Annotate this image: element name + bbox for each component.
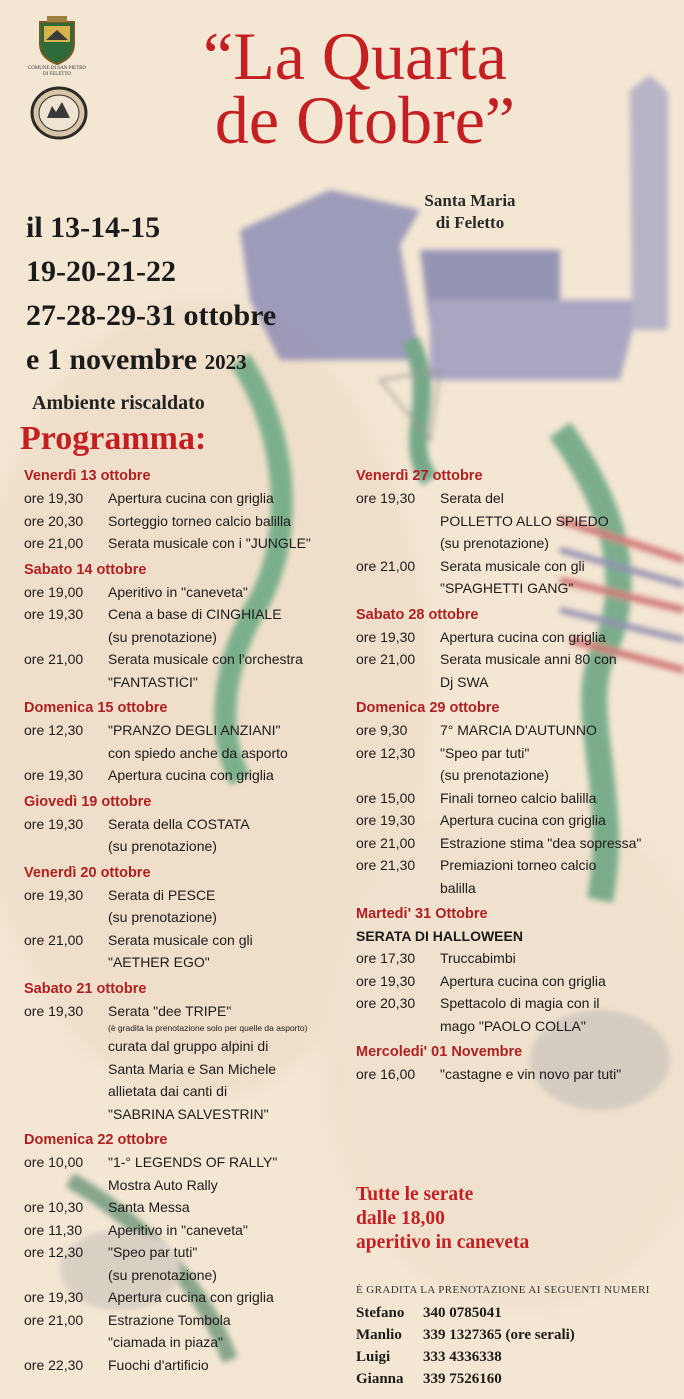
description (440, 487, 676, 555)
schedule-row (356, 854, 676, 899)
description-line: Fuochi d'artificio (108, 1356, 209, 1373)
description (440, 787, 676, 810)
description-line: Mostra Auto Rally (108, 1176, 218, 1193)
description (108, 532, 354, 555)
description-line: Serata musicale con l'orchestra (108, 651, 303, 667)
schedule-row (24, 581, 354, 604)
crest-caption: COMUNE DI SAN PIETRO DI FELETTO (27, 66, 87, 77)
description (440, 742, 676, 787)
schedule-row (24, 1151, 354, 1196)
description-line: curata dal gruppo alpini di (108, 1038, 269, 1054)
time: ore 12,30 (24, 1244, 84, 1260)
description-line: Finali torneo calcio balilla (440, 789, 597, 806)
schedule-row (24, 1000, 354, 1126)
description-line: Premiazioni torneo calcio (440, 857, 597, 873)
time: ore 19,30 (24, 606, 84, 622)
time: ore 19,30 (24, 815, 84, 832)
description (108, 1151, 354, 1196)
description-line: "Speo par tuti" (440, 744, 530, 761)
description-line: Serata musicale con gli (440, 557, 585, 574)
day-heading: Mercoledi' 01 Novembre (356, 1044, 523, 1060)
description (440, 555, 676, 600)
schedule-row (356, 947, 676, 970)
time: ore 17,30 (356, 950, 416, 966)
description (108, 510, 354, 533)
description (108, 764, 354, 787)
time: ore 9,30 (356, 722, 408, 738)
description-line: Spettacolo di magia con il (440, 995, 600, 1011)
time: ore 19,30 (356, 812, 416, 828)
schedule-row (24, 532, 354, 555)
description-line: "ciamada in piaza" (108, 1334, 224, 1350)
time: ore 19,30 (356, 628, 416, 645)
description-line: Serata di PESCE (108, 886, 216, 903)
aperitivo-promo: Tutte le serate dalle 18,00 aperitivo in caneveta (356, 1184, 530, 1253)
description-line: Apertura cucina con griglia (108, 490, 274, 506)
schedule-row (356, 1063, 676, 1086)
description-line: Santa Maria e San Michele (108, 1060, 277, 1077)
time: ore 15,00 (356, 789, 416, 806)
description (108, 1196, 354, 1219)
contacts-title: È GRADITA LA PRENOTAZIONE AI SEGUENTI NUMERI (356, 1284, 650, 1296)
heated-venue-note: Ambiente riscaldato (32, 392, 205, 414)
description (440, 832, 676, 855)
contact-row (356, 1368, 575, 1390)
description-line: Cena a base di CINGHIALE (108, 606, 282, 622)
schedule-row (24, 487, 354, 510)
time: ore 21,00 (24, 651, 84, 667)
description-line: "castagne e vin novo par tuti" (440, 1066, 622, 1082)
description (108, 719, 354, 764)
description-line: (su prenotazione) (108, 909, 217, 925)
description-line: (su prenotazione) (108, 838, 217, 854)
schedule-row (356, 787, 676, 810)
contact-row (356, 1302, 575, 1324)
description-line: Serata del (440, 490, 504, 506)
day-heading: Domenica 29 ottobre (356, 700, 500, 716)
contact-phone: 339 7526160 (423, 1371, 502, 1387)
description-line: Sorteggio torneo calcio balilla (108, 512, 291, 529)
contact-name: Luigi (356, 1349, 391, 1365)
schedule-row (24, 648, 354, 693)
contacts-list (356, 1302, 575, 1390)
schedule-row (24, 603, 354, 648)
description-line: Serata musicale con i "JUNGLE" (108, 535, 311, 551)
description (108, 603, 354, 648)
description-line: POLLETTO ALLO SPIEDO (440, 512, 609, 529)
schedule-row (356, 719, 676, 742)
day-heading: Giovedì 19 ottobre (24, 793, 152, 810)
description-line: "FANTASTICI" (108, 673, 198, 690)
time: ore 21,30 (356, 857, 416, 873)
description-line: Estrazione Tombola (108, 1311, 231, 1328)
time: ore 19,30 (356, 490, 416, 506)
description-line: Apertura cucina con griglia (108, 1289, 274, 1305)
year: 2023 (204, 350, 247, 374)
description-line: Apertura cucina con griglia (440, 972, 606, 989)
time: ore 10,30 (24, 1199, 84, 1215)
time: ore 21,00 (24, 535, 84, 551)
title-line-2: de Otobre” (214, 82, 516, 158)
description (440, 970, 676, 993)
schedule-row (24, 1354, 354, 1377)
time: ore 12,30 (356, 744, 416, 761)
description-line: Apertura cucina con griglia (440, 628, 606, 645)
schedule-row (356, 970, 676, 993)
description-line: Serata musicale con gli (108, 931, 253, 948)
description (108, 1219, 354, 1242)
day-heading: Domenica 15 ottobre (24, 700, 168, 716)
time: ore 19,30 (24, 490, 84, 506)
description (108, 648, 354, 693)
description (440, 1063, 676, 1086)
schedule-row (24, 719, 354, 764)
description-line: Aperitivo in "caneveta" (108, 583, 248, 600)
description-line: Aperitivo in "caneveta" (108, 1221, 248, 1238)
schedule-row (24, 813, 354, 858)
time: ore 12,30 (24, 722, 84, 738)
description-line: (su prenotazione) (440, 535, 549, 551)
description-line: (su prenotazione) (440, 767, 549, 783)
description (108, 1286, 354, 1309)
contact-row (356, 1346, 575, 1368)
description (440, 992, 676, 1037)
time: ore 19,30 (24, 1289, 84, 1305)
description (108, 581, 354, 604)
event-title (120, 18, 590, 158)
schedule-row (356, 742, 676, 787)
day-subtitle: SERATA DI HALLOWEEN (356, 928, 523, 944)
description (108, 813, 354, 858)
contact-phone: 340 0785041 (423, 1305, 502, 1321)
schedule-row (356, 555, 676, 600)
day-heading: Domenica 22 ottobre (24, 1132, 168, 1148)
crest-icon (32, 14, 82, 66)
description-line: "Speo par tuti" (108, 1244, 198, 1260)
time: ore 11,30 (24, 1221, 83, 1238)
description (440, 648, 676, 693)
day-heading: Venerdì 20 ottobre (24, 864, 151, 881)
description-line: (su prenotazione) (108, 628, 217, 645)
schedule-row (24, 1196, 354, 1219)
description-line: balilla (440, 879, 476, 896)
description-line: "AETHER EGO" (108, 954, 210, 970)
location: Santa Maria di Feletto (424, 191, 516, 232)
description-line: "SPAGHETTI GANG" (440, 580, 574, 596)
description-line: allietata dai canti di (108, 1083, 228, 1099)
description-line: "SABRINA SALVESTRIN" (108, 1105, 269, 1122)
description-line: "PRANZO DEGLI ANZIANI" (108, 722, 281, 738)
programma-heading: Programma: (20, 420, 207, 457)
schedule-row (24, 884, 354, 929)
description-line: con spiedo anche da asporto (108, 744, 288, 761)
description (108, 1000, 354, 1126)
contact-name: Manlio (356, 1327, 402, 1343)
municipal-crest (24, 14, 90, 78)
time: ore 16,00 (356, 1066, 416, 1082)
day-heading: Venerdì 27 ottobre (356, 468, 483, 484)
schedule-row (24, 764, 354, 787)
description-line: Serata "dee TRIPE" (108, 1002, 232, 1019)
description (108, 1241, 354, 1286)
description (108, 1309, 354, 1354)
schedule-row (356, 992, 676, 1037)
description (440, 626, 676, 649)
description-line: Apertura cucina con griglia (440, 812, 606, 828)
time: ore 19,30 (24, 1002, 84, 1019)
time: ore 22,30 (24, 1356, 84, 1373)
description-line: Truccabimbi (440, 950, 516, 966)
time: ore 21,00 (356, 557, 416, 574)
description-line: Santa Messa (108, 1199, 190, 1215)
schedule-row (356, 832, 676, 855)
schedule-row (356, 626, 676, 649)
description (108, 1354, 354, 1377)
day-heading: Sabato 28 ottobre (356, 606, 479, 623)
time: ore 20,30 (24, 512, 84, 529)
description-line: (su prenotazione) (108, 1266, 217, 1283)
schedule-row (356, 809, 676, 832)
schedule-row (24, 929, 354, 974)
description (108, 929, 354, 974)
time: ore 19,30 (24, 767, 84, 783)
time: ore 21,00 (24, 1311, 84, 1328)
time: ore 10,00 (24, 1154, 84, 1170)
description (108, 884, 354, 929)
contact-name: Gianna (356, 1371, 404, 1387)
time: ore 21,00 (24, 931, 84, 948)
day-heading: Sabato 14 ottobre (24, 561, 147, 578)
description-line: Serata musicale anni 80 con (440, 651, 617, 667)
description-line: Serata della COSTATA (108, 815, 250, 832)
description-line: mago "PAOLO COLLA" (440, 1017, 586, 1034)
schedule-row (356, 648, 676, 693)
description-line: 7° MARCIA D'AUTUNNO (440, 722, 597, 738)
day-heading: Sabato 21 ottobre (24, 980, 147, 997)
time: ore 19,00 (24, 583, 84, 600)
program-column-left (24, 466, 354, 1376)
contact-row (356, 1324, 575, 1346)
time: ore 21,00 (356, 834, 416, 851)
description-line: Estrazione stima "dea sopressa" (440, 834, 642, 851)
description (440, 719, 676, 742)
day-heading: Venerdì 13 ottobre (24, 468, 151, 484)
description (108, 487, 354, 510)
description-line: Dj SWA (440, 673, 489, 690)
schedule-row (24, 1241, 354, 1286)
description-line: (è gradita la prenotazione solo per quelle da asporto) (108, 1023, 308, 1033)
day-heading: Martedi' 31 Ottobre (356, 906, 488, 922)
schedule-row (24, 1309, 354, 1354)
contact-phone: 339 1327365 (ore serali) (423, 1327, 575, 1343)
description (440, 947, 676, 970)
description-line: Apertura cucina con griglia (108, 767, 274, 783)
contact-phone: 333 4336338 (423, 1349, 502, 1365)
schedule-row (24, 1286, 354, 1309)
schedule-row (356, 487, 676, 555)
time: ore 19,30 (356, 972, 416, 989)
description-line: "1-° LEGENDS OF RALLY" (108, 1154, 278, 1170)
association-seal-icon (30, 86, 88, 140)
contact-name: Stefano (356, 1305, 405, 1321)
schedule-row (24, 1219, 354, 1242)
program-column-right (356, 466, 676, 1086)
schedule-row (24, 510, 354, 533)
time: ore 20,30 (356, 995, 416, 1011)
description (440, 854, 676, 899)
title-line-1: “La Quarta (203, 18, 507, 94)
time: ore 19,30 (24, 886, 84, 903)
description (440, 809, 676, 832)
event-dates: il 13-14-15 19-20-21-22 27-28-29-31 ottobre e 1 novembre 2023 (26, 211, 277, 376)
time: ore 21,00 (356, 651, 416, 667)
